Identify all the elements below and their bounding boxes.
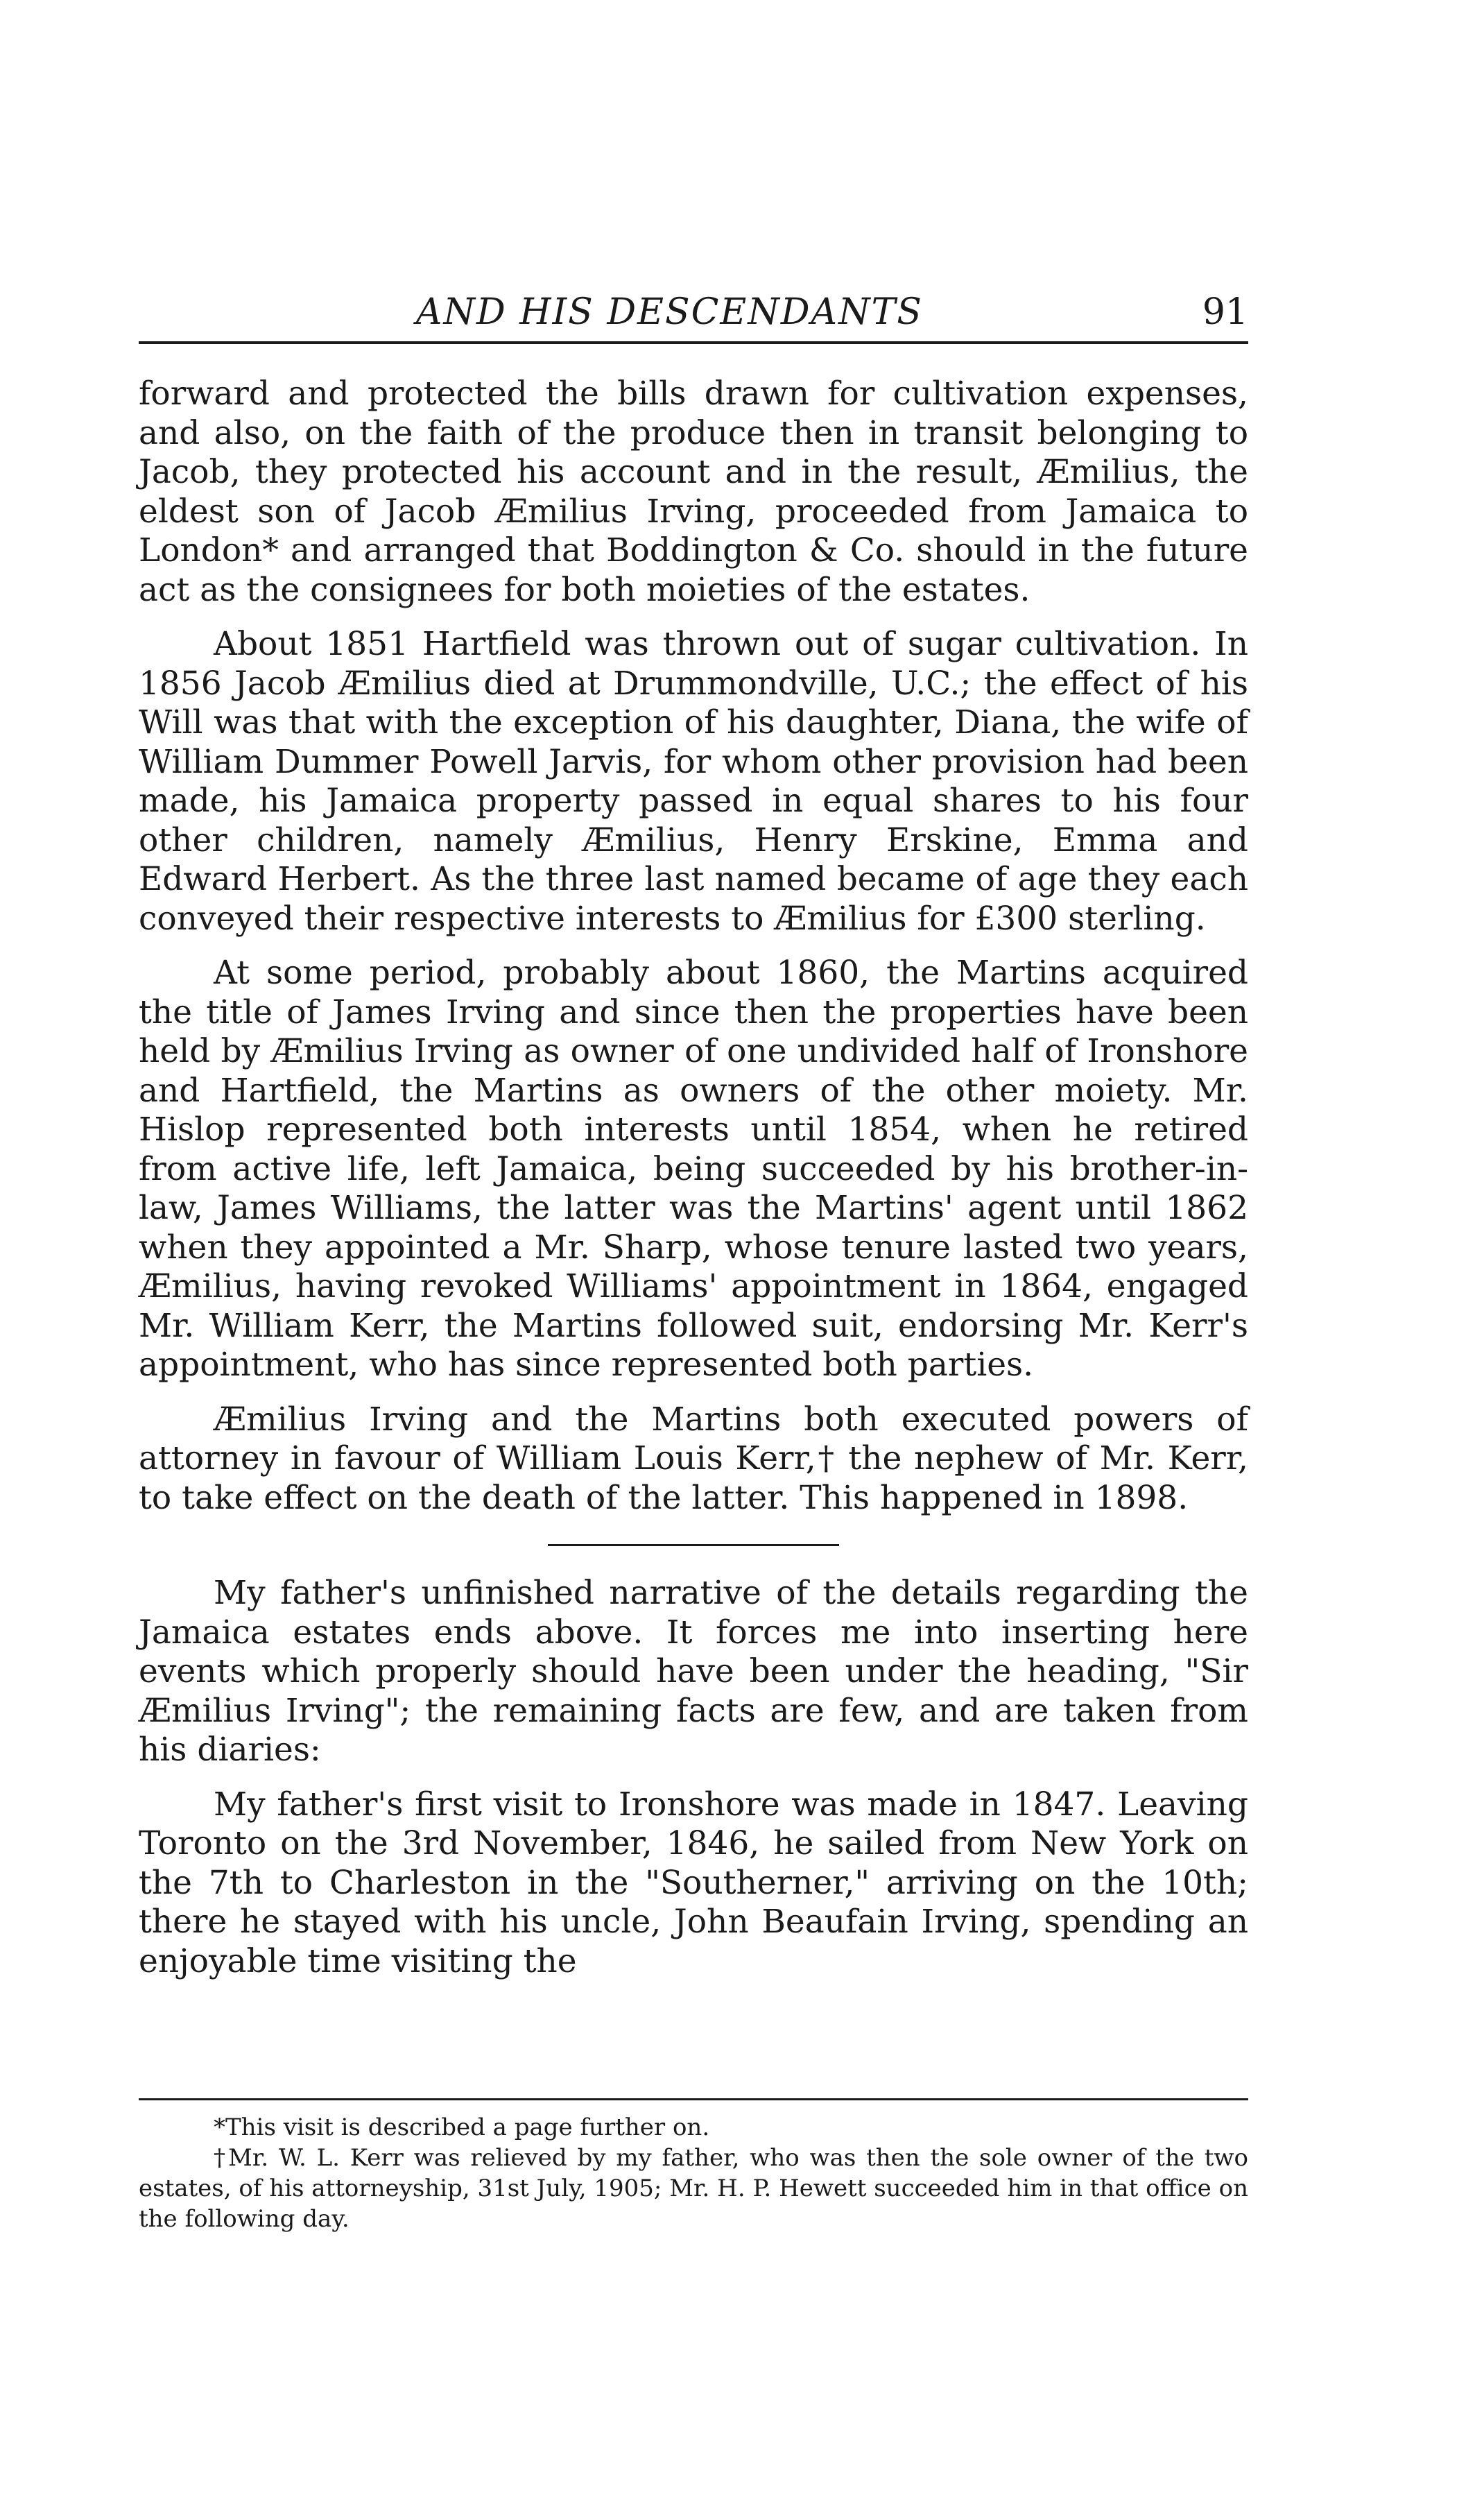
- header-rule: [139, 341, 1248, 344]
- footnote-dagger: †Mr. W. L. Kerr was relieved by my father, who was then the sole owner of the two estates, of his attorneyship, 31st July, 1905; Mr. H. P. Hewett succeeded him in that office on the following day.: [139, 2144, 1248, 2233]
- footnotes: [139, 2112, 1248, 2234]
- paragraph-attorney: Æmilius Irving and the Martins both executed powers of attorney in favour of William Louis Kerr,† the nephew of Mr. Kerr, to take effect on the death of the latter. This happened in 1898.: [139, 1400, 1248, 1517]
- footnote-rule: [139, 2098, 1248, 2100]
- page-number: 91: [1202, 291, 1248, 333]
- body-text: [139, 375, 1248, 1996]
- section-divider: [548, 1544, 839, 1546]
- paragraph-martins: At some period, probably about 1860, the Martins acquired the title of James Irving and since then the properties have been held by Æmilius Irving as owner of one undivided half of Ironshore and Hartfield, the Martins as owners of the other moiety. Mr. Hislop represented both interests until 1854, when he retired from active life, left Jamaica, being succeeded by his brother-in-law, James Williams, the latter was the Martins' agent until 1862 when they appointed a Mr. Sharp, whose tenure lasted two years, Æmilius, having revoked Williams' appointment in 1864, engaged Mr. William Kerr, the Martins followed suit, endorsing Mr. Kerr's appointment, who has since represented both parties.: [139, 954, 1248, 1384]
- paragraph-hartfield: About 1851 Hartfield was thrown out of sugar cultivation. In 1856 Jacob Æmilius died at Drummondville, U.C.; the effect of his Will was that with the exception of his daughter, Diana, the wife of William Dummer Powell Jarvis, for whom other provision had been made, his Jamaica property passed in equal shares to his four other children, namely Æmilius, Henry Erskine, Emma and Edward Herbert. As the three last named became of age they each conveyed their respective interests to Æmilius for £300 sterling.: [139, 625, 1248, 938]
- paragraph-first-visit: My father's first visit to Ironshore was made in 1847. Leaving Toronto on the 3rd November, 1846, he sailed from New York on the 7th to Charleston in the "Southerner," arriving on the 10th; there he stayed with his uncle, John Beaufain Irving, spending an enjoyable time visiting the: [139, 1785, 1248, 1980]
- running-title: AND HIS DESCENDANTS: [416, 291, 923, 333]
- page-header: [139, 281, 1248, 343]
- footnote-asterisk: *This visit is described a page further on.: [214, 2114, 710, 2141]
- paragraph-continued: forward and protected the bills drawn for cultivation expenses, and also, on the faith of the produce then in transit belonging to Jacob, they protected his account and in the result, Æmilius, the eldest son of Jacob Æmilius Irving, proceeded from Jamaica to London* and arranged that Boddington & Co. should in the future act as the consignees for both moieties of the estates.: [139, 375, 1248, 609]
- paragraph-narrative: My father's unfinished narrative of the details regarding the Jamaica estates ends above. It forces me into inserting here events which properly should have been under the heading, "Sir Æmilius Irving"; the remaining facts are few, and are taken from his diaries:: [139, 1574, 1248, 1769]
